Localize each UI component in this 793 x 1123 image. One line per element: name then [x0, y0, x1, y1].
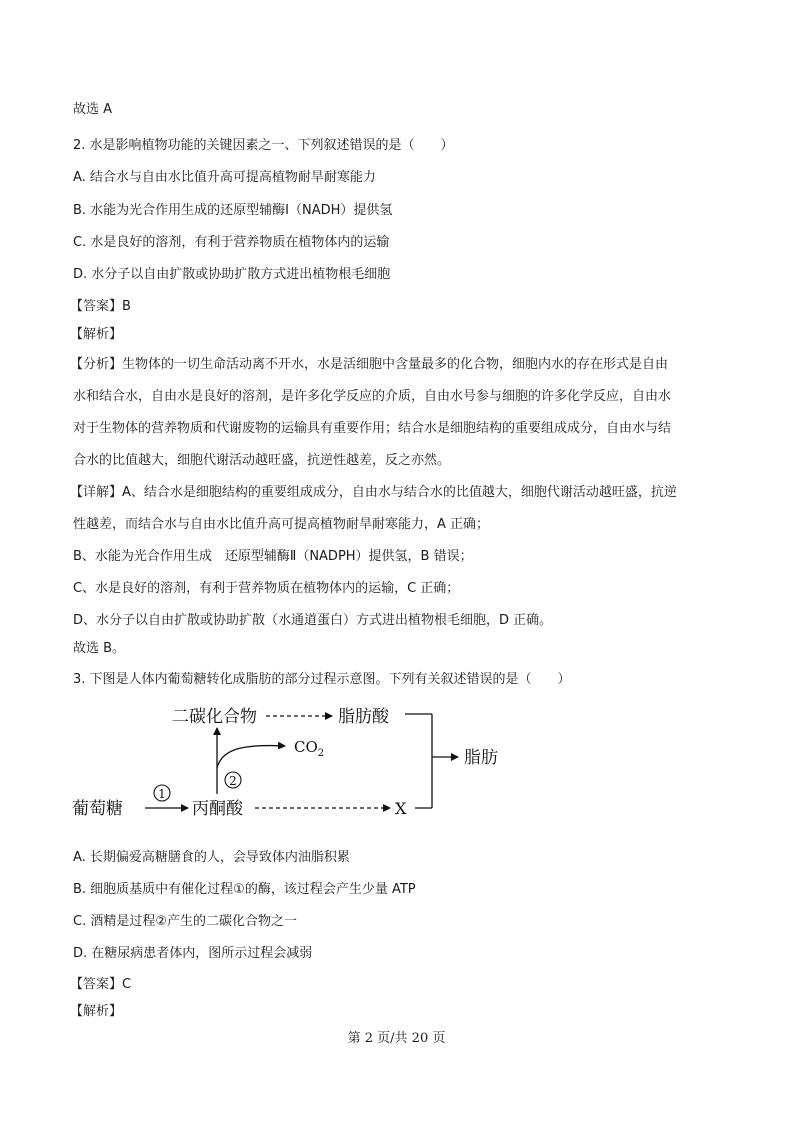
question-3-stem: 3. 下图是人体内葡萄糖转化成脂肪的部分过程示意图。下列有关叙述错误的是（ ） [73, 672, 571, 687]
fat-label: 脂肪 [464, 748, 498, 768]
page-footer: 第 2 页/共 20 页 [347, 1031, 446, 1046]
q2-answer: 【答案】B [70, 299, 131, 314]
previous-conclusion: 故选 A [73, 102, 113, 117]
q2-detail-line: B、水能为光合作用生成 还原型辅酶Ⅱ（NADPH）提供氢，B 错误； [73, 549, 473, 564]
q3-answer: 【答案】C [70, 977, 132, 992]
q3-option-c: C. 酒精是过程②产生的二碳化合物之一 [73, 914, 297, 929]
process-1-number: 1 [158, 787, 166, 801]
q2-option-b: B. 水能为光合作用生成的还原型辅酶Ⅰ（NADH）提供氢 [73, 203, 393, 218]
glucose-label: 葡萄糖 [72, 799, 123, 819]
q2-analysis-line: 对于生物体的营养物质和代谢废物的运输具有重要作用；结合水是细胞结构的重要组成成分，自由水与结 [73, 421, 672, 436]
q2-conclusion: 故选 B。 [73, 641, 126, 656]
q2-analysis-line: 【分析】生物体的一切生命活动离不开水，水是活细胞中含量最多的化合物，细胞内水的存在形式是自由 [70, 357, 669, 372]
q3-option-b: B. 细胞质基质中有催化过程①的酶，该过程会产生少量 ATP [73, 882, 416, 897]
q2-detail-line: 性越差，而结合水与自由水比值升高可提高植物耐旱耐寒能力，A 正确； [73, 517, 490, 532]
q2-analysis-heading: 【解析】 [70, 327, 123, 342]
pyruvate-label: 丙酮酸 [192, 799, 243, 819]
fatty-acid-label: 脂肪酸 [338, 707, 389, 727]
glucose-to-fat-diagram [70, 700, 510, 825]
question-2-stem: 2. 水是影响植物功能的关键因素之一、下列叙述错误的是（ ） [73, 138, 454, 153]
q2-option-d: D. 水分子以自由扩散或协助扩散方式进出植物根毛细胞 [73, 267, 391, 282]
arrow-curve-to-co2 [217, 746, 285, 768]
q2-detail-line: D、水分子以自由扩散或协助扩散（水通道蛋白）方式进出植物根毛细胞，D 正确。 [73, 613, 553, 628]
process-2-number: 2 [229, 774, 237, 788]
co2-label: $CO_2$ [294, 738, 325, 759]
q2-option-a: A. 结合水与自由水比值升高可提高植物耐旱耐寒能力 [73, 170, 376, 185]
erta-compound-label: 二碳化合物 [172, 707, 257, 727]
q2-option-c: C. 水是良好的溶剂，有利于营养物质在植物体内的运输 [73, 235, 390, 250]
q3-option-a: A. 长期偏爱高糖膳食的人，会导致体内油脂积累 [73, 850, 350, 865]
q2-analysis-line: 水和结合水，自由水是良好的溶剂，是许多化学反应的介质，自由水号参与细胞的许多化学反应，自由水 [73, 389, 672, 404]
q2-detail-line: 【详解】A、结合水是细胞结构的重要组成成分，自由水与结合水的比值越大，细胞代谢活动越旺盛，抗逆 [70, 485, 677, 500]
q3-analysis-heading: 【解析】 [70, 1004, 123, 1019]
x-label: X [395, 799, 407, 818]
q2-analysis-line: 合水的比值越大，细胞代谢活动越旺盛，抗逆性越差，反之亦然。 [73, 453, 451, 468]
q2-detail-line: C、水是良好的溶剂，有利于营养物质在植物体内的运输，C 正确； [73, 581, 460, 596]
q3-option-d: D. 在糖尿病患者体内，图所示过程会减弱 [73, 946, 313, 961]
